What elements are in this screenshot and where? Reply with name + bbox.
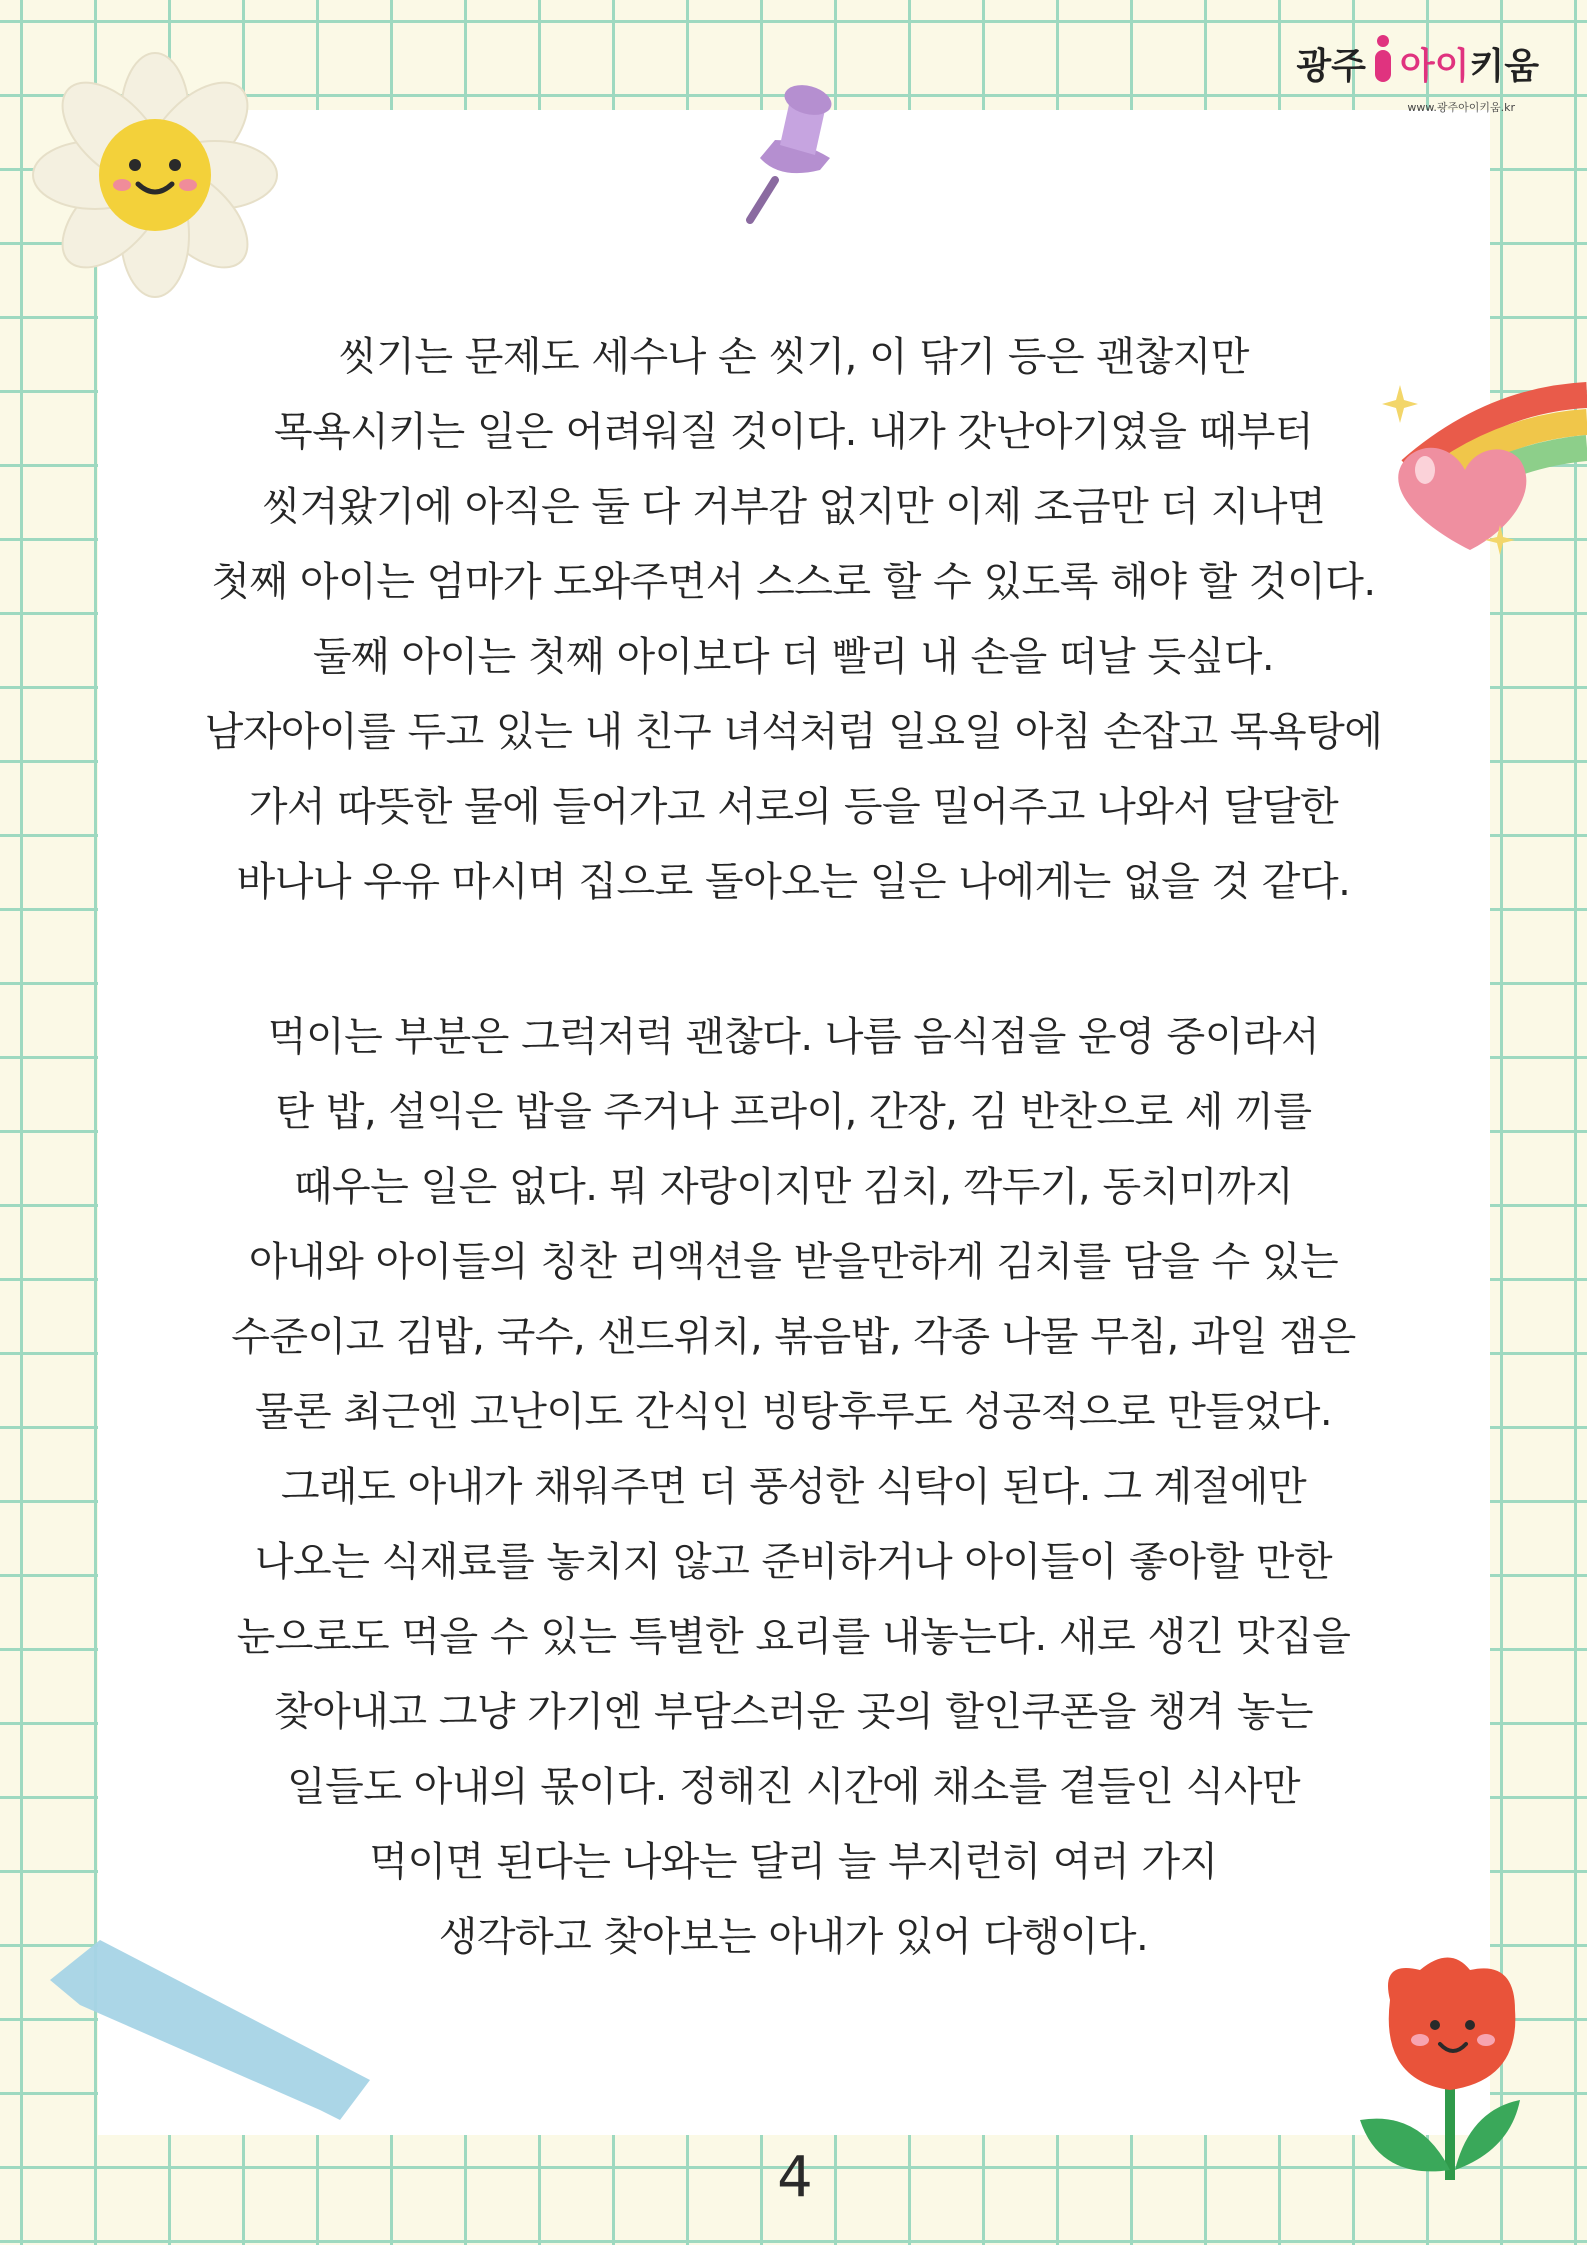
red-flower-smiley-icon xyxy=(1340,1940,1560,2190)
text-line: 씻겨왔기에 아직은 둘 다 거부감 없지만 이제 조금만 더 지나면 xyxy=(261,484,1326,530)
text-line: 때우는 일은 없다. 뭐 자랑이지만 김치, 깍두기, 동치미까지 xyxy=(293,1164,1294,1210)
logo-text-left: 광주 xyxy=(1296,46,1366,87)
text-line: 먹이면 된다는 나와는 달리 늘 부지런히 여러 가지 xyxy=(369,1839,1218,1885)
text-line: 먹이는 부분은 그럭저럭 괜찮다. 나름 음식점을 운영 중이라서 xyxy=(267,1014,1320,1060)
logo-title xyxy=(1279,34,1539,97)
text-line: 찾아내고 그냥 가기엔 부담스러운 곳의 할인쿠폰을 챙겨 놓는 xyxy=(273,1689,1313,1735)
text-line: 남자아이를 두고 있는 내 친구 녀석처럼 일요일 아침 손잡고 목욕탕에 xyxy=(204,709,1383,755)
text-line: 탄 밥, 설익은 밥을 주거나 프라이, 간장, 김 반찬으로 세 끼를 xyxy=(275,1089,1312,1135)
text-line: 수준이고 김밥, 국수, 샌드위치, 볶음밥, 각종 나물 무침, 과일 잼은 xyxy=(231,1314,1356,1360)
text-line: 아내와 아이들의 칭찬 리액션을 받을만하게 김치를 담을 수 있는 xyxy=(248,1239,1339,1285)
logo-url: www.광주아이키움.kr xyxy=(1407,101,1515,114)
text-line: 바나나 우유 마시며 집으로 돌아오는 일은 나에게는 없을 것 같다. xyxy=(236,859,1351,905)
text-line: 씻기는 문제도 세수나 손 씻기, 이 닦기 등은 괜찮지만 xyxy=(338,334,1249,380)
paragraph-washing xyxy=(130,320,1457,920)
logo-figure-icon xyxy=(1370,34,1396,84)
text-line: 첫째 아이는 엄마가 도와주면서 스스로 할 수 있도록 해야 할 것이다. xyxy=(211,559,1376,605)
text-line: 눈으로도 먹을 수 있는 특별한 요리를 내놓는다. 새로 생긴 맛집을 xyxy=(236,1614,1351,1660)
logo-text-right: 키움 xyxy=(1469,46,1539,87)
text-line: 목욕시키는 일은 어려워질 것이다. 내가 갓난아기였을 때부터 xyxy=(273,409,1313,455)
logo xyxy=(1279,34,1539,144)
push-pin-icon xyxy=(720,70,870,230)
text-line: 그래도 아내가 채워주면 더 풍성한 식탁이 된다. 그 계절에만 xyxy=(280,1464,1307,1510)
paragraph-feeding xyxy=(130,1000,1457,1975)
text-line: 나오는 식재료를 놓치지 않고 준비하거나 아이들이 좋아할 만한 xyxy=(254,1539,1333,1585)
text-line: 생각하고 찾아보는 아내가 있어 다행이다. xyxy=(438,1914,1149,1960)
text-line: 둘째 아이는 첫째 아이보다 더 빨리 내 손을 떠날 듯싶다. xyxy=(312,634,1275,680)
logo-text-accent: 아이 xyxy=(1399,46,1470,87)
daisy-smiley-icon xyxy=(30,50,280,300)
text-line: 물론 최근엔 고난이도 간식인 빙탕후루도 성공적으로 만들었다. xyxy=(254,1389,1333,1435)
text-line: 가서 따뜻한 물에 들어가고 서로의 등을 밀어주고 나와서 달달한 xyxy=(248,784,1339,830)
text-line: 일들도 아내의 몫이다. 정해진 시간에 채소를 곁들인 식사만 xyxy=(286,1764,1301,1810)
page-number: 4 xyxy=(777,2145,813,2210)
